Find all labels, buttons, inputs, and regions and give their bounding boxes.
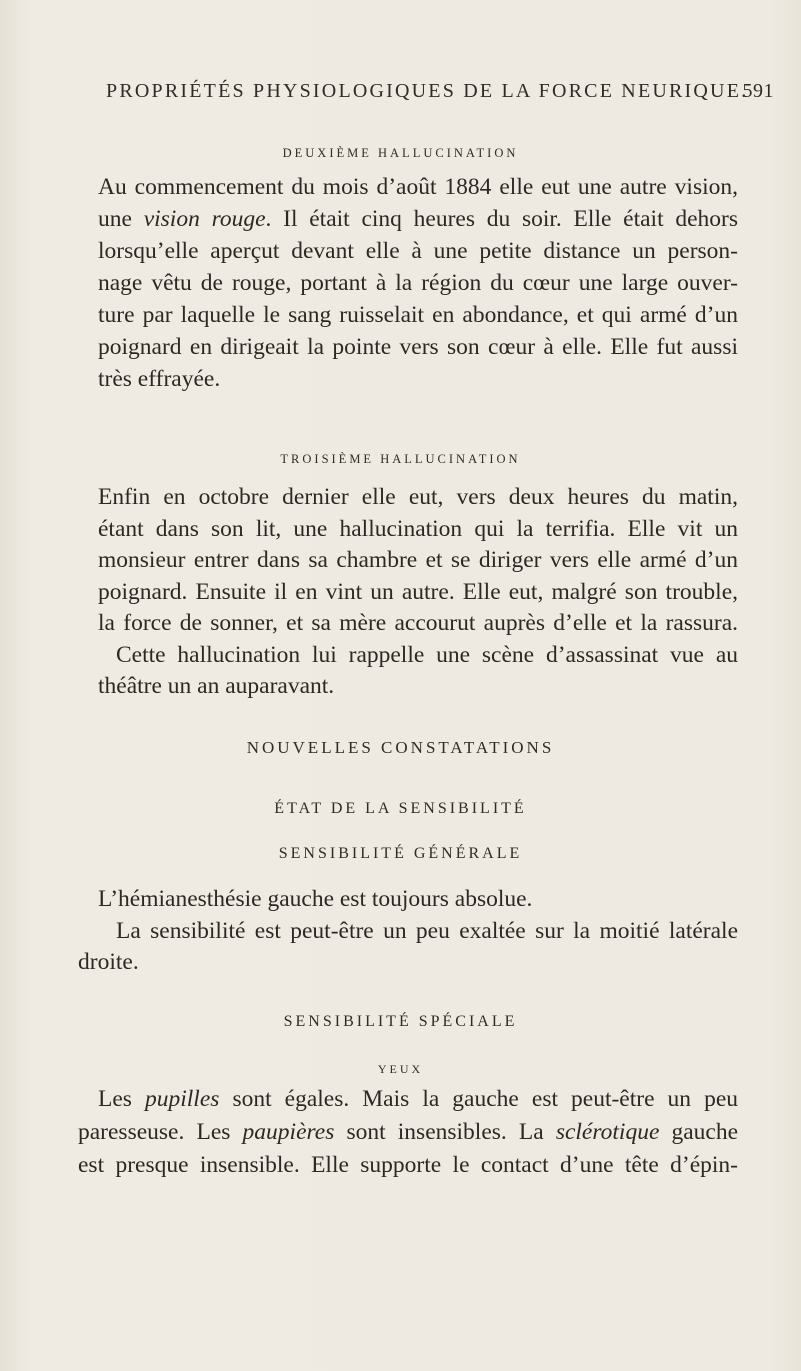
section-heading-speciale: SENSIBILITÉ SPÉCIALE (283, 1013, 518, 1030)
text-line: théâtre un an auparavant. (98, 673, 335, 699)
text-line: ture par laquelle le sang ruisselait en abondance, et qui armé d’un (98, 302, 738, 328)
section-heading-nouvelles: NOUVELLES CONSTATATIONS (246, 738, 555, 757)
text-line: droite. (78, 949, 139, 975)
text-line: est presque insensible. Elle supporte le contact d’une tête d’épin- (78, 1152, 738, 1178)
text-line: paresseuse. Les paupières sont insensibles. La sclérotique gauche (78, 1119, 739, 1145)
page-number: 591 (742, 80, 774, 102)
text-line: étant dans son lit, une hallucination qui la terrifia. Elle vit un (98, 515, 738, 542)
paragraph-sensibilite-generale (78, 884, 738, 979)
section-heading-deuxieme: DEUXIÈME HALLUCINATION (282, 146, 519, 160)
italic-term: pupilles (144, 1086, 220, 1112)
text-line: L’hémianesthésie gauche est toujours absolue. (98, 886, 533, 912)
text-line: Cette hallucination lui rappelle une scène d’assassinat vue au (116, 641, 738, 668)
text-line: la force de sonner, et sa mère accourut auprès d’elle et la rassura. (98, 610, 738, 636)
text-line: très effrayée. (98, 366, 221, 392)
text-line: La sensibilité est peut-être un peu exaltée sur la moitié latérale (116, 917, 738, 944)
italic-term: vision rouge (143, 206, 266, 232)
text-line: lorsqu’elle aperçut devant elle à une petite distance un person- (98, 238, 738, 264)
text-line: nage vêtu de rouge, portant à la région du cœur une large ouver- (98, 270, 738, 296)
text-line: Au commencement du mois d’août 1884 elle eut une autre vision, (98, 174, 738, 200)
text-line: une vision rouge. Il était cinq heures du soir. Elle était dehors (98, 206, 738, 232)
italic-term: paupières (242, 1119, 335, 1145)
paragraph-yeux (78, 1083, 739, 1182)
running-head-title: PROPRIÉTÉS PHYSIOLOGIQUES DE LA FORCE NEURIQUE. (106, 80, 749, 102)
subheading-etat-sensibilite: ÉTAT DE LA SENSIBILITÉ (274, 800, 527, 817)
text-line: Enfin en octobre dernier elle eut, vers deux heures du matin, (98, 484, 738, 510)
paragraph-deuxieme (98, 171, 738, 395)
italic-term: sclérotique (555, 1119, 660, 1145)
text-line: Les pupilles sont égales. Mais la gauche est peut-être un peu (98, 1086, 739, 1112)
section-heading-troisieme: TROISIÈME HALLUCINATION (280, 452, 521, 466)
subheading-yeux: YEUX (377, 1062, 424, 1076)
text-line: poignard en dirigeait la pointe vers son cœur à elle. Elle fut aussi (98, 334, 738, 360)
text-line: monsieur entrer dans sa chambre et se diriger vers elle armé d’un (98, 547, 738, 573)
subheading-sensibilite-generale: SENSIBILITÉ GÉNÉRALE (278, 845, 523, 862)
text-line: poignard. Ensuite il en vint un autre. Elle eut, malgré son trouble, (98, 578, 738, 605)
paragraph-troisieme (98, 482, 738, 703)
